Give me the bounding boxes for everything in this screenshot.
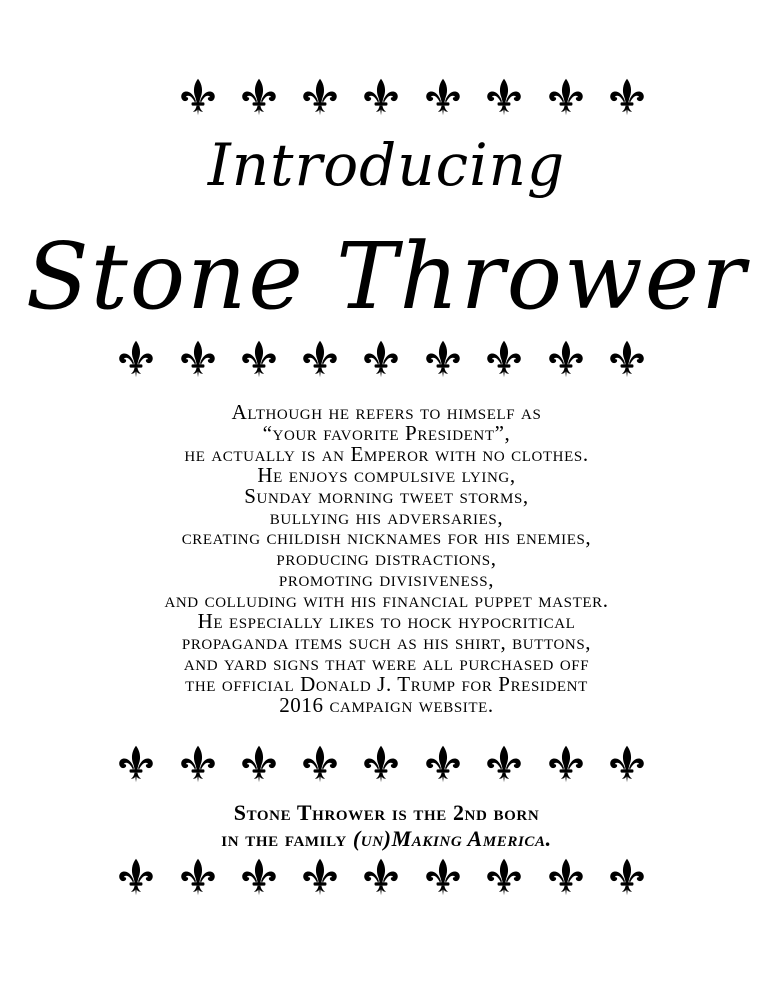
fleur-de-lis-icon [363,340,399,378]
page-title: Stone Thrower [25,223,748,330]
footer-line-2-prefix: in the family [221,826,353,851]
fleur-de-lis-icon [425,745,461,783]
fleur-de-lis-icon [609,858,645,896]
body-line: he actually is an Emperor with no clothes. [184,441,589,466]
fleur-de-lis-icon [302,858,338,896]
fleur-de-lis-icon [302,340,338,378]
fleur-de-lis-icon [180,858,216,896]
fleur-de-lis-icon [425,78,461,116]
body-line: creating childish nicknames for his enemies, [181,525,592,550]
fleur-de-lis-icon [241,858,277,896]
fleur-de-lis-icon [302,745,338,783]
fleur-de-lis-icon [180,78,216,116]
fleur-de-lis-icon [548,340,584,378]
footer-line-1: Stone Thrower is the 2nd born [233,800,540,825]
fleur-de-lis-icon [548,858,584,896]
intro-heading: Introducing [207,131,566,199]
fleur-de-lis-icon [180,745,216,783]
fleur-de-lis-icon [363,745,399,783]
fleur-de-lis-icon [548,745,584,783]
footer-statement [0,800,773,852]
body-line: promoting divisiveness, [278,567,495,592]
fleur-de-lis-icon [486,78,522,116]
fleur-de-lis-icon [118,340,154,378]
fleur-de-lis-icon [609,78,645,116]
fleur-row-top [0,78,773,118]
fleur-row-middle [0,745,773,785]
body-line: propaganda items such as his shirt, buttons, [181,629,592,654]
fleur-de-lis-icon [425,858,461,896]
footer-line-2 [0,826,773,852]
fleur-de-lis-icon [241,78,277,116]
fleur-de-lis-icon [425,340,461,378]
fleur-row-bottom [0,858,773,898]
body-line: He enjoys compulsive lying, [257,462,516,487]
body-line: bullying his adversaries, [269,504,504,529]
fleur-de-lis-icon [118,745,154,783]
body-line: Sunday morning tweet storms, [244,483,529,508]
body-line: the official Donald J. Trump for President [185,671,588,696]
description-paragraph [0,402,773,716]
fleur-de-lis-icon [609,745,645,783]
fleur-de-lis-icon [486,745,522,783]
fleur-de-lis-icon [609,340,645,378]
fleur-de-lis-icon [363,78,399,116]
body-line: and colluding with his financial puppet master. [164,588,609,613]
fleur-de-lis-icon [486,858,522,896]
fleur-de-lis-icon [363,858,399,896]
fleur-de-lis-icon [118,858,154,896]
family-name: (un)Making America. [352,826,552,851]
fleur-de-lis-icon [548,78,584,116]
fleur-de-lis-icon [180,340,216,378]
fleur-de-lis-icon [241,745,277,783]
body-line: Although he refers to himself as [231,400,542,424]
fleur-row-upper [0,340,773,380]
body-line: producing distractions, [276,546,497,571]
body-line: and yard signs that were all purchased off [183,650,590,675]
body-line: 2016 campaign website. [279,692,494,717]
fleur-de-lis-icon [241,340,277,378]
fleur-de-lis-icon [486,340,522,378]
body-line: He especially likes to hock hypocritical [197,609,576,634]
fleur-de-lis-icon [302,78,338,116]
body-line: “your favorite President”, [262,420,511,445]
